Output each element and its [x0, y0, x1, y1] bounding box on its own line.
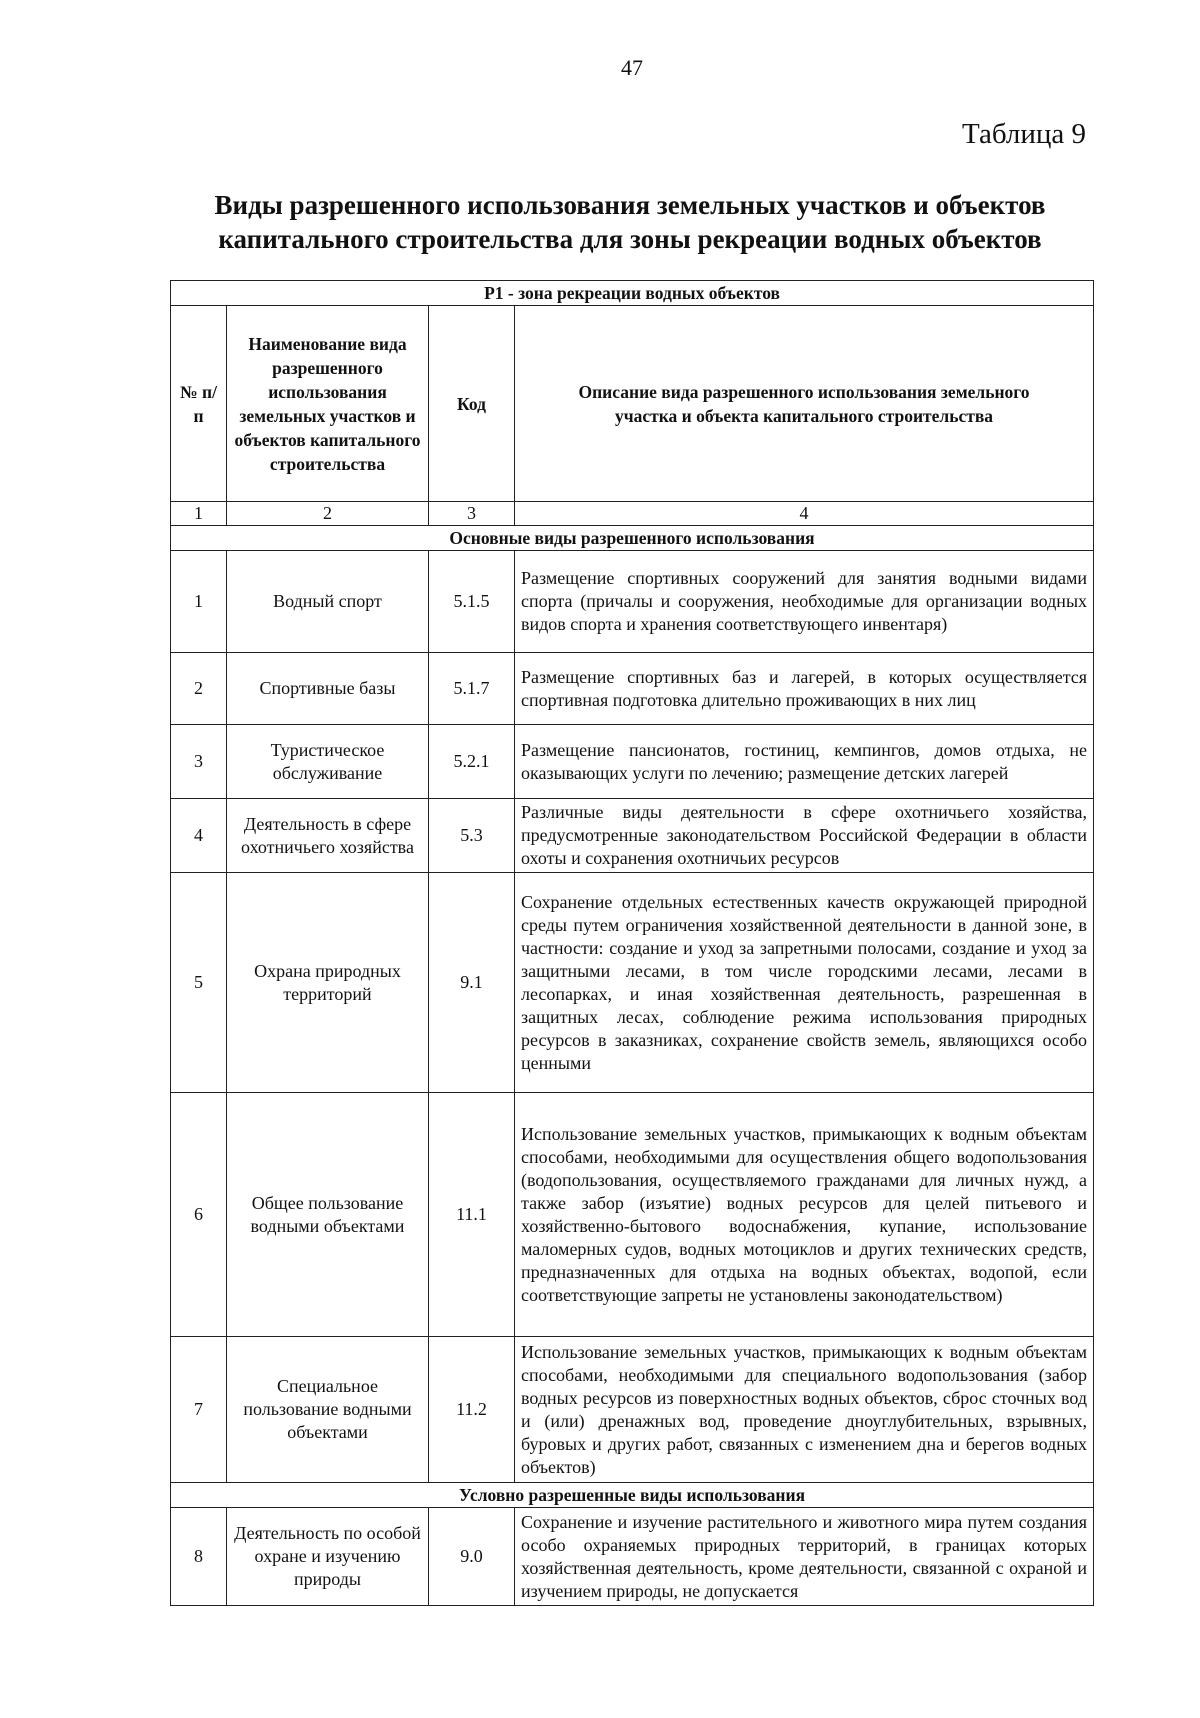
row-name: Деятельность в сфере охотничьего хозяйства — [227, 799, 429, 873]
row-code: 11.1 — [429, 1093, 515, 1337]
row-name: Специальное пользование водными объектами — [227, 1337, 429, 1483]
table-row — [171, 1337, 1094, 1483]
row-name: Деятельность по особой охране и изучению природы — [227, 1508, 429, 1606]
table-row — [171, 873, 1094, 1093]
row-name: Общее пользование водными объектами — [227, 1093, 429, 1337]
column-number-row — [171, 502, 1094, 526]
row-num: 1 — [171, 551, 227, 653]
row-desc: Размещение спортивных баз и лагерей, в которых осуществляется спортивная подготовка длительно проживающих в них лиц — [515, 653, 1094, 725]
row-code: 5.1.5 — [429, 551, 515, 653]
row-desc: Сохранение и изучение растительного и животного мира путем создания особо охраняемых природных территорий, в границах которых хозяйственная деятельность, кроме деятельности, связанной с охраной и изучением природы, не допускается — [515, 1508, 1094, 1606]
col-number: 2 — [227, 502, 429, 526]
table-row — [171, 653, 1094, 725]
row-name: Охрана природных территорий — [227, 873, 429, 1093]
row-desc: Размещение пансионатов, гостиниц, кемпингов, домов отдыха, не оказывающих услуги по лечению; размещение детских лагерей — [515, 725, 1094, 799]
row-desc: Размещение спортивных сооружений для занятия водными видами спорта (причалы и сооружения, необходимые для организации водных видов спорта и хранения соответствующего инвентаря) — [515, 551, 1094, 653]
row-desc: Различные виды деятельности в сфере охотничьего хозяйства, предусмотренные законодательством Российской Федерации в области охоты и сохранения охотничьих ресурсов — [515, 799, 1094, 873]
table-row — [171, 1508, 1094, 1606]
table-row — [171, 725, 1094, 799]
table-label: Таблица 9 — [961, 118, 1086, 150]
table-row — [171, 551, 1094, 653]
row-code: 11.2 — [429, 1337, 515, 1483]
row-num: 5 — [171, 873, 227, 1093]
row-desc: Использование земельных участков, примыкающих к водным объектам способами, необходимыми для осуществления общего водопользования (водопользования, осуществляемого гражданами для личных нужд, а также забор (изъятие) водных ресурсов для целей питьевого и хозяйственно-бытового водоснабжения, купание, использование маломерных судов, водных мотоциклов и других технических средств, предназначенных для отдыха на водных объектах, водопой, если соответствующие запреты не установлены законодательством) — [515, 1093, 1094, 1337]
zone-header: Р1 - зона рекреации водных объектов — [171, 281, 1094, 306]
table-row — [171, 1093, 1094, 1337]
header-code: Код — [429, 306, 515, 502]
row-num: 4 — [171, 799, 227, 873]
row-name: Водный спорт — [227, 551, 429, 653]
row-code: 9.1 — [429, 873, 515, 1093]
row-code: 5.1.7 — [429, 653, 515, 725]
land-use-table — [170, 280, 1094, 1606]
section-conditional-header: Условно разрешенные виды использования — [171, 1483, 1094, 1508]
row-code: 5.3 — [429, 799, 515, 873]
table-row — [171, 799, 1094, 873]
row-num: 6 — [171, 1093, 227, 1337]
document-title: Виды разрешенного использования земельных участков и объектов капитального строительства для зоны рекреации водных объектов — [214, 190, 1046, 254]
col-number: 4 — [515, 502, 1094, 526]
row-num: 2 — [171, 653, 227, 725]
header-name: Наименование вида разрешенного использования земельных участков и объектов капитального строительства — [227, 306, 429, 502]
row-num: 3 — [171, 725, 227, 799]
row-num: 7 — [171, 1337, 227, 1483]
section-main-header: Основные виды разрешенного использования — [171, 526, 1094, 551]
row-desc: Использование земельных участков, примыкающих к водным объектам способами, необходимыми для специального водопользования (забор водных ресурсов из поверхностных водных объектов, сброс сточных вод и (или) дренажных вод, проведение дноуглубительных, взрывных, буровых и других работ, связанных с изменением дна и берегов водных объектов) — [515, 1337, 1094, 1483]
row-num: 8 — [171, 1508, 227, 1606]
page-number: 47 — [621, 55, 643, 80]
row-code: 5.2.1 — [429, 725, 515, 799]
row-name: Спортивные базы — [227, 653, 429, 725]
row-name: Туристическое обслуживание — [227, 725, 429, 799]
row-desc: Сохранение отдельных естественных качеств окружающей природной среды путем ограничения хозяйственной деятельности в данной зоне, в частности: создание и уход за запретными полосами, создание и уход за защитными лесами, в том числе городскими лесами, лесами в лесопарках, и иная хозяйственная деятельность, разрешенная в защитных лесах, соблюдение режима использования природных ресурсов в заказниках, сохранение свойств земель, являющихся особо ценными — [515, 873, 1094, 1093]
row-code: 9.0 — [429, 1508, 515, 1606]
col-number: 3 — [429, 502, 515, 526]
header-num: № п/п — [171, 306, 227, 502]
header-desc: Описание вида разрешенного использования земельного участка и объекта капитального строительства — [515, 306, 1094, 502]
col-number: 1 — [171, 502, 227, 526]
